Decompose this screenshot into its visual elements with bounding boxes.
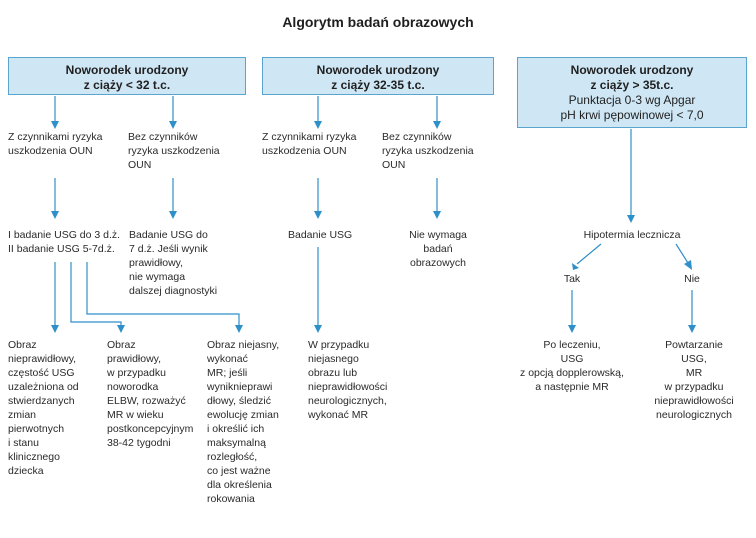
arrow	[169, 96, 177, 129]
header-line: z ciąży < 32 t.c.	[83, 78, 171, 92]
header-line: pH krwi pępowinowej < 7,0	[560, 108, 704, 122]
condition-without-risk-factors: Bez czynników ryzyka uszkodzenia OUN	[128, 131, 220, 171]
action-usg-two-exams: I badanie USG do 3 d.ż. II badanie USG 5-7d.ż.	[8, 229, 121, 255]
branch-no-label: Nie	[684, 273, 700, 285]
outcome-normal-image: Obraz prawidłowy, w przypadku noworodka ELBW, rozważyć MR w wieku postkoncepcyjnym 38-42 tygodni	[107, 339, 194, 449]
header-line: z ciąży 32-35 t.c.	[331, 78, 425, 92]
arrow	[314, 96, 322, 129]
action-usg: Badanie USG	[288, 229, 353, 241]
therapeutic-hypothermia: Hipotermia lecznicza	[583, 229, 681, 241]
arrow	[51, 262, 59, 333]
outcome-after-treatment: Po leczeniu, USG z opcją dopplerowską, a następnie MR	[520, 339, 624, 393]
arrow	[314, 247, 322, 333]
arrow	[51, 96, 59, 129]
header-line: Noworodek urodzony	[65, 63, 189, 77]
action-usg-by-7-days: Badanie USG do 7 d.ż. Jeśli wynik prawidłowy, nie wymaga dalszej diagnostyki	[129, 229, 218, 297]
arrow	[314, 178, 322, 219]
header-line: z ciąży > 35t.c.	[590, 78, 674, 92]
header-line: Noworodek urodzony	[316, 63, 440, 77]
arrow	[433, 96, 441, 129]
arrow	[627, 129, 635, 223]
outcome-abnormal-image: Obraz nieprawidłowy, częstość USG uzależniona od stwierdzanych zmian pierwotnych i stanu klinicznego dziecka	[8, 339, 79, 477]
outcome-mr-if-unclear: W przypadku niejasnego obrazu lub nieprawidłowości neurologicznych, wykonać MR	[308, 339, 388, 421]
arrow	[433, 178, 441, 219]
arrow	[169, 178, 177, 219]
condition-with-risk-factors: Z czynnikami ryzyka uszkodzenia OUN	[8, 131, 103, 157]
branch-yes-label: Tak	[563, 273, 581, 285]
arrow	[572, 244, 601, 270]
condition-with-risk-factors: Z czynnikami ryzyka uszkodzenia OUN	[262, 131, 357, 157]
arrow	[71, 262, 125, 333]
outcome-repeat-imaging: Powtarzanie USG, MR w przypadku nieprawidłowości neurologicznych	[654, 339, 734, 421]
arrow	[51, 178, 59, 219]
arrow	[568, 290, 576, 333]
header-line: Punktacja 0-3 wg Apgar	[568, 93, 696, 107]
arrow	[676, 244, 692, 270]
page-title: Algorytm badań obrazowych	[282, 14, 474, 30]
outcome-unclear-image: Obraz niejasny, wykonać MR; jeśli wyniknieprawi dłowy, śledzić ewolucję zmian i określić ich maksymalną rozległość, co jest ważne dla określenia rokowania	[207, 339, 280, 505]
condition-without-risk-factors: Bez czynników ryzyka uszkodzenia OUN	[382, 131, 474, 171]
action-no-imaging-needed: Nie wymaga badań obrazowych	[409, 229, 467, 269]
arrow	[688, 290, 696, 333]
header-line: Noworodek urodzony	[570, 63, 694, 77]
